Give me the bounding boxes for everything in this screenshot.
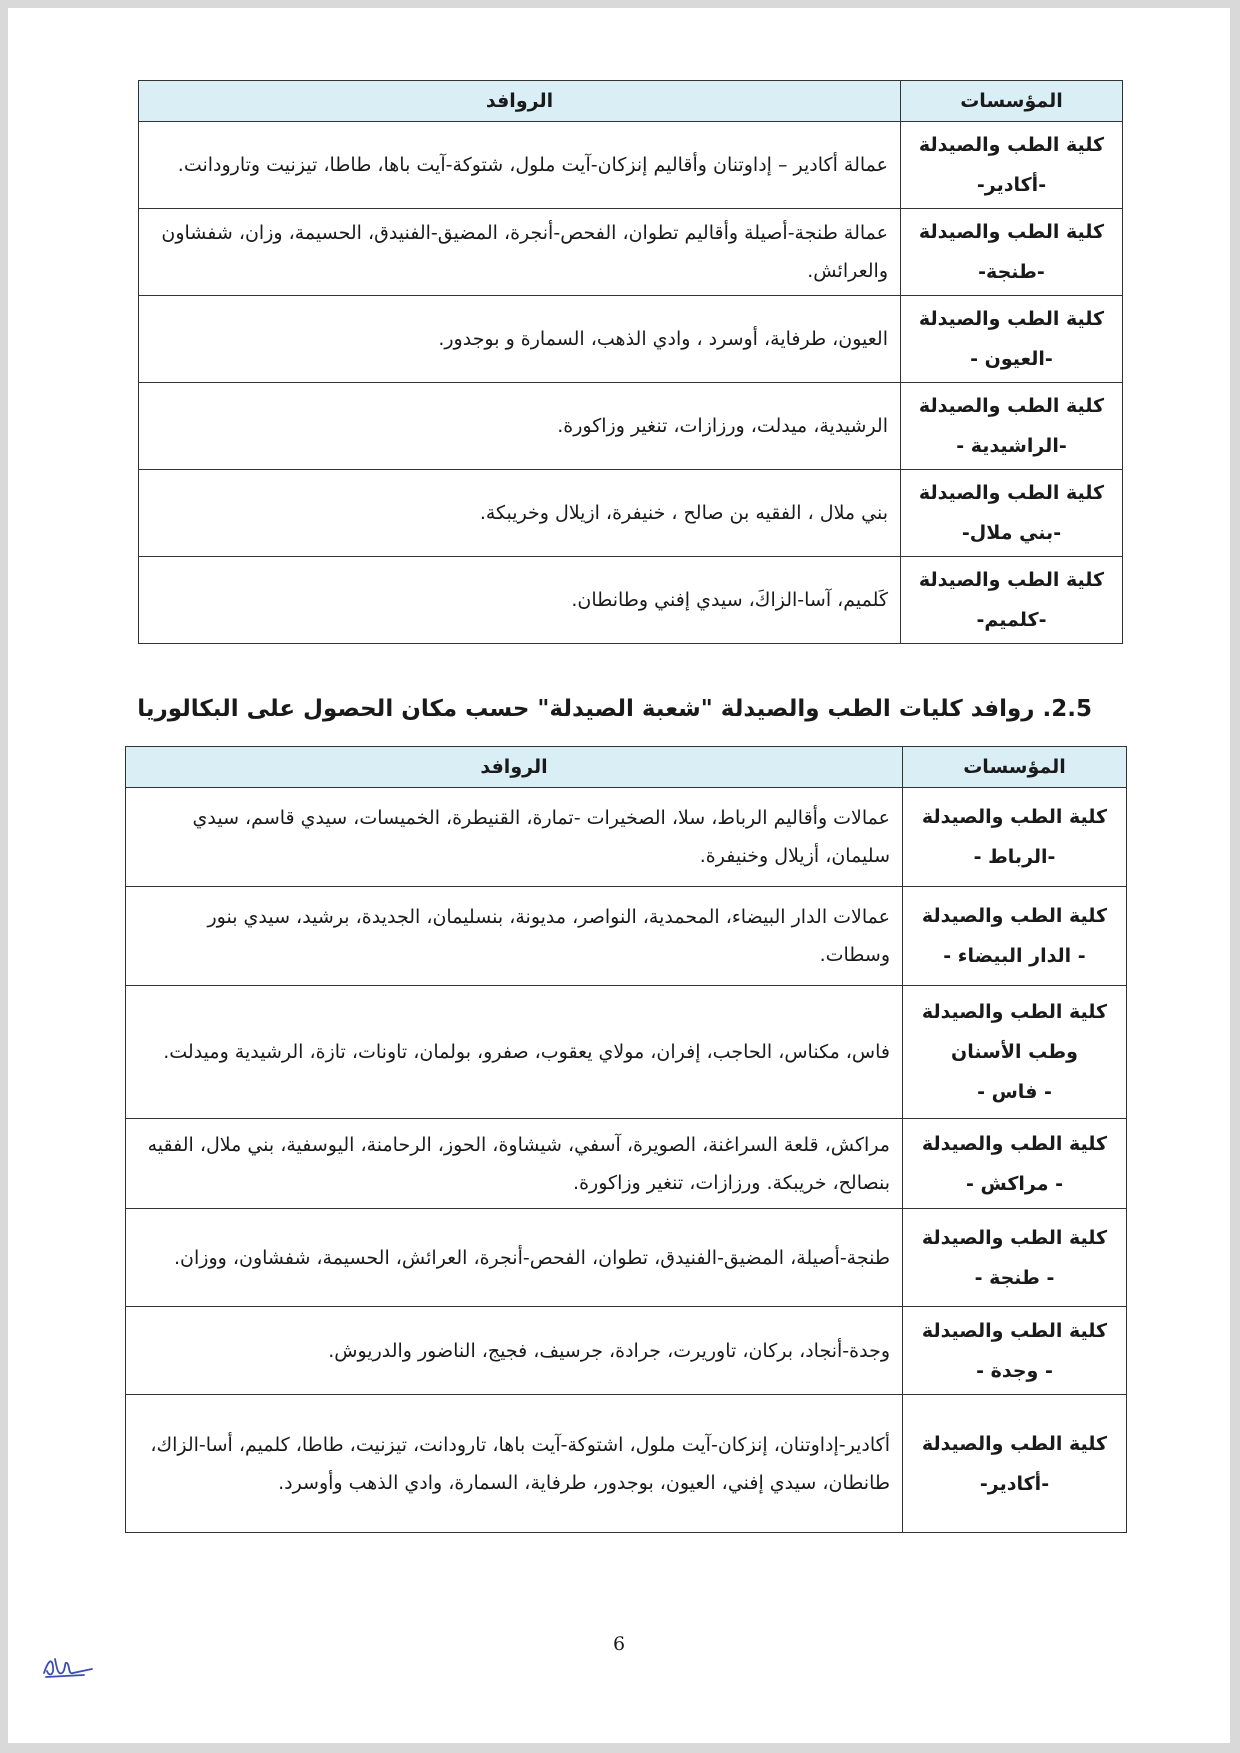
table-2-header-row: [126, 747, 1127, 788]
regions-cell: الرشيدية، ميدلت، ورزازات، تنغير وزاكورة.: [139, 383, 901, 470]
institution-city: -العيون -: [970, 348, 1053, 370]
institution-name: كلية الطب والصيدلة: [921, 806, 1108, 828]
regions-cell: كَلميم، آسا-الزاكَ، سيدي إفني وطانطان.: [139, 557, 901, 644]
institution-cell: [901, 209, 1123, 296]
institution-cell: [903, 1307, 1127, 1395]
regions-cell: أكادير-إداوتنان، إنزكان-آيت ملول، اشتوكة-آيت باها، تارودانت، تيزنيت، طاطا، كلميم، أسا-الزاك، طانطان، سيدي إفني، العيون، بوجدور، طرفاية، السمارة، وادي الذهب وأوسرد.: [126, 1395, 903, 1533]
institution-city: -بني ملال-: [961, 522, 1062, 544]
institution-city: - فاس -: [977, 1081, 1052, 1103]
regions-cell: وجدة-أنجاد، بركان، تاوريرت، جرادة، جرسيف، فجيج، الناضور والدريوش.: [126, 1307, 903, 1395]
table-row: [139, 383, 1123, 470]
table-2: [125, 746, 1127, 1533]
institution-name: كلية الطب والصيدلة: [918, 569, 1105, 591]
regions-cell: عمالات وأقاليم الرباط، سلا، الصخيرات -تمارة، القنيطرة، الخميسات، سيدي قاسم، سيدي سليمان، أزيلال وخنيفرة.: [126, 788, 903, 887]
institution-name: كلية الطب والصيدلة: [921, 1226, 1108, 1249]
table-row: [126, 1209, 1127, 1307]
institution-cell: [901, 470, 1123, 557]
institution-cell: [903, 887, 1127, 986]
table-row: [126, 788, 1127, 887]
table-row: [126, 986, 1127, 1119]
institution-cell: [901, 557, 1123, 644]
header-regions: الروافد: [126, 747, 903, 788]
regions-cell: عمالة أكادير – إداوتنان وأقاليم إنزكان-آيت ملول، شتوكة-آيت باها، طاطا، تيزنيت وتارودانت.: [139, 122, 901, 209]
table-row: [139, 122, 1123, 209]
page-number: 6: [612, 1633, 626, 1655]
table-row: [139, 209, 1123, 296]
regions-cell: العيون، طرفاية، أوسرد ، وادي الذهب، السمارة و بوجدور.: [139, 296, 901, 383]
institution-specialty: وطب الأسنان: [951, 1041, 1078, 1063]
table-row: [139, 296, 1123, 383]
institution-cell: [903, 1209, 1127, 1307]
document-page: [8, 8, 1230, 1743]
institution-name: كلية الطب والصيدلة: [921, 1001, 1108, 1023]
regions-cell: مراكش، قلعة السراغنة، الصويرة، آسفي، شيشاوة، الحوز، الرحامنة، اليوسفية، بني ملال، الفقيه بنصالح، خريبكة. ورزازات، تنغير وزاكورة.: [126, 1119, 903, 1209]
table-row: [126, 1307, 1127, 1395]
institution-cell: [901, 296, 1123, 383]
institution-cell: [901, 383, 1123, 470]
regions-cell: بني ملال ، الفقيه بن صالح ، خنيفرة، ازيلال وخريبكة.: [139, 470, 901, 557]
institution-city: - طنجة -: [974, 1266, 1055, 1289]
institution-city: - الدار البيضاء -: [943, 945, 1086, 967]
institution-city: -الرباط -: [973, 846, 1056, 868]
regions-cell: عمالة طنجة-أصيلة وأقاليم تطوان، الفحص-أنجرة، المضيق-الفنيدق، الحسيمة، وزان، شفشاون والعرائش.: [139, 209, 901, 296]
regions-cell: طنجة-أصيلة، المضيق-الفنيدق، تطوان، الفحص-أنجرة، العرائش، الحسيمة، شفشاون، ووزان.: [126, 1209, 903, 1307]
institution-cell: [901, 122, 1123, 209]
institution-cell: [903, 1119, 1127, 1209]
institution-city: -أكادير-: [976, 174, 1047, 196]
institution-name: كلية الطب والصيدلة: [921, 1319, 1108, 1342]
institution-name: كلية الطب والصيدلة: [921, 905, 1108, 927]
institution-name: كلية الطب والصيدلة: [918, 221, 1105, 243]
header-institutions: المؤسسات: [901, 81, 1123, 122]
header-institutions: المؤسسات: [903, 747, 1127, 788]
institution-city: -الراشيدية -: [956, 435, 1067, 457]
institution-name: كلية الطب والصيدلة: [921, 1432, 1108, 1455]
institution-cell: [903, 1395, 1127, 1533]
regions-cell: عمالات الدار البيضاء، المحمدية، النواصر، مديونة، بنسليمان، الجديدة، برشيد، سيدي بنور وسطات.: [126, 887, 903, 986]
table-row: [126, 1395, 1127, 1533]
institution-cell: [903, 986, 1127, 1119]
table-1: [138, 80, 1123, 644]
institution-name: كلية الطب والصيدلة: [918, 308, 1105, 330]
institution-name: كلية الطب والصيدلة: [918, 395, 1105, 417]
header-regions: الروافد: [139, 81, 901, 122]
section-heading: 2.5. روافد كليات الطب والصيدلة "شعبة الصيدلة" حسب مكان الحصول على البكالوريا: [137, 696, 1092, 722]
institution-city: -كلميم-: [976, 609, 1047, 631]
table-row: [139, 470, 1123, 557]
institution-city: -أكادير-: [979, 1472, 1050, 1495]
institution-city: -طنجة-: [978, 261, 1045, 283]
table-row: [126, 887, 1127, 986]
institution-name: كلية الطب والصيدلة: [918, 134, 1105, 156]
institution-name: كلية الطب والصيدلة: [921, 1132, 1108, 1155]
table-row: [139, 557, 1123, 644]
institution-name: كلية الطب والصيدلة: [918, 482, 1105, 504]
regions-cell: فاس، مكناس، الحاجب، إفران، مولاي يعقوب، صفرو، بولمان، تاونات، تازة، الرشيدية وميدلت.: [126, 986, 903, 1119]
signature-mark: [40, 1651, 96, 1681]
table-1-header-row: [139, 81, 1123, 122]
institution-cell: [903, 788, 1127, 887]
table-row: [126, 1119, 1127, 1209]
institution-city: - مراكش -: [965, 1172, 1063, 1195]
institution-city: - وجدة -: [976, 1359, 1053, 1382]
